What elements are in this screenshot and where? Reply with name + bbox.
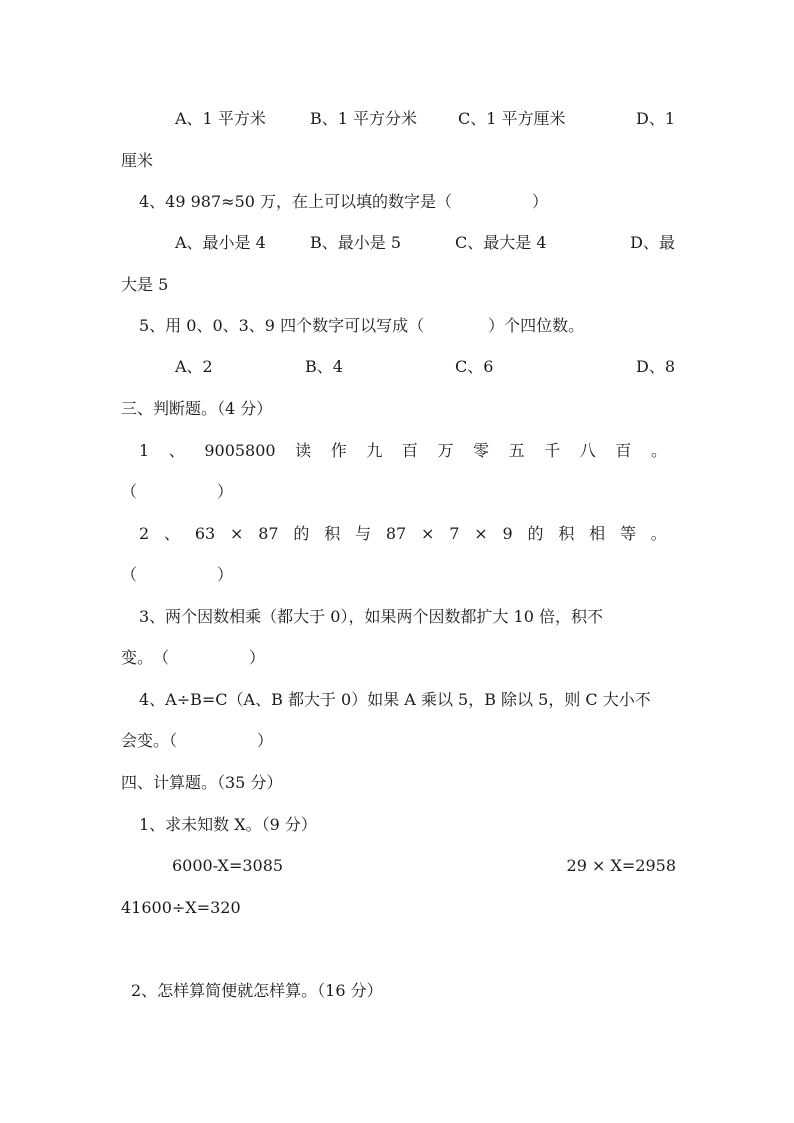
section-heading-judgement: 三、判断题。（4 分）	[121, 399, 273, 418]
option-line-q3	[175, 104, 675, 134]
word: 的	[527, 524, 544, 543]
option-c: C、1 平方厘米	[458, 109, 566, 128]
word: 9	[502, 524, 513, 543]
text-line: 会变。（ ）	[121, 731, 274, 750]
equation: 6000-X=3085	[172, 856, 284, 875]
option-c: C、6	[455, 357, 494, 376]
word: 千	[544, 441, 561, 460]
option-b: B、1 平方分米	[310, 109, 418, 128]
option-d: D、最	[630, 233, 675, 252]
word: ×	[230, 524, 244, 543]
option-line-q4	[175, 228, 675, 258]
word: 87	[258, 524, 279, 543]
equation-line	[172, 851, 676, 881]
question-5: 5、用 0、0、3、9 四个数字可以写成（ ）个四位数。	[139, 316, 585, 335]
word: 、	[164, 524, 181, 543]
equation: 29 × X=2958	[566, 856, 676, 875]
option-b: B、最小是 5	[310, 233, 402, 252]
word: 八	[579, 441, 596, 460]
word: 百	[401, 441, 418, 460]
word: 的	[293, 524, 310, 543]
judgement-3: 3、两个因数相乘（都大于 0），如果两个因数都扩大 10 倍，积不	[139, 607, 603, 626]
equation: 41600÷X=320	[121, 898, 241, 917]
option-b: B、4	[305, 357, 343, 376]
word: 相	[589, 524, 606, 543]
word: 零	[473, 441, 490, 460]
option-d: D、8	[635, 357, 675, 376]
word: 作	[330, 441, 347, 460]
option-a: A、1 平方米	[175, 109, 266, 128]
word: 。	[650, 524, 667, 543]
option-d: D、1	[635, 109, 675, 128]
calc-question-2: 2、怎样算简便就怎样算。（16 分）	[131, 981, 383, 1000]
word: 63	[194, 524, 216, 543]
section-heading-calculation: 四、计算题。（35 分）	[121, 773, 283, 792]
answer-blank: （ ）	[121, 482, 234, 501]
word: 1	[139, 441, 150, 460]
word: 积	[324, 524, 341, 543]
option-c: C、最大是 4	[455, 233, 547, 252]
word: 积	[558, 524, 575, 543]
word: 。	[650, 441, 667, 460]
word: 等	[619, 524, 636, 543]
option-line-q5	[175, 352, 675, 382]
word: 读	[295, 441, 312, 460]
calc-question-1: 1、求未知数 X。（9 分）	[139, 815, 317, 834]
word: 与	[355, 524, 372, 543]
word: ×	[474, 524, 488, 543]
word: 、	[168, 441, 185, 460]
word: 2	[139, 524, 150, 543]
judgement-2-justified	[139, 519, 667, 549]
text-line: 厘米	[121, 151, 154, 170]
word: 百	[615, 441, 632, 460]
judgement-1-justified	[139, 436, 667, 466]
option-a: A、2	[175, 357, 213, 376]
text-line: 大是 5	[121, 275, 169, 294]
answer-blank: （ ）	[121, 565, 234, 584]
word: 万	[437, 441, 454, 460]
word: 87	[385, 524, 407, 543]
word: 9005800	[204, 441, 276, 460]
option-a: A、最小是 4	[175, 233, 266, 252]
word: 7	[449, 524, 460, 543]
word: 五	[508, 441, 525, 460]
word: 九	[366, 441, 383, 460]
word: ×	[421, 524, 435, 543]
question-4: 4、49 987≈50 万，在上可以填的数字是（ ）	[139, 192, 549, 211]
judgement-4: 4、A÷B=C（A、B 都大于 0）如果 A 乘以 5，B 除以 5，则 C 大小不	[139, 690, 651, 709]
text-line: 变。 （ ）	[121, 648, 266, 667]
